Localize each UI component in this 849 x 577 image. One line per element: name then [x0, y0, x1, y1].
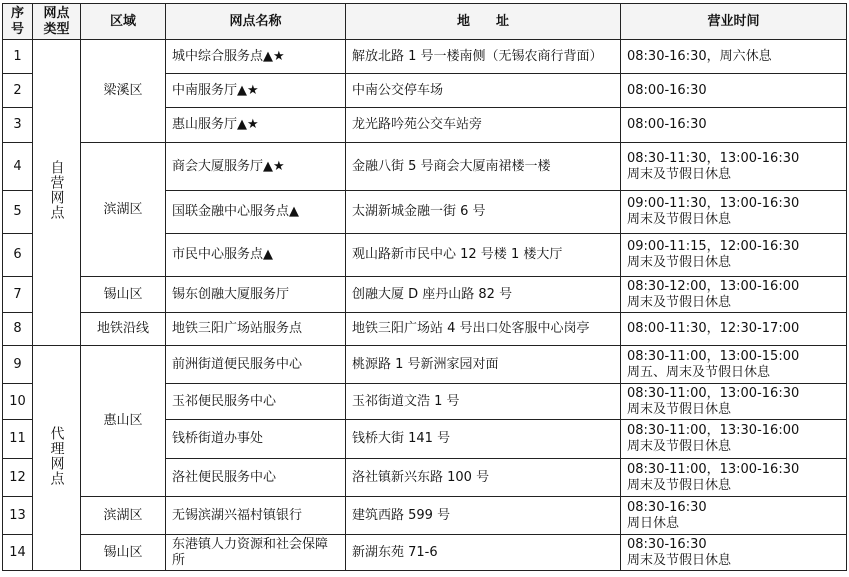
table-row — [3, 277, 847, 313]
point-name: 无锡滨湖兴福村镇银行 — [166, 497, 346, 535]
header-row — [3, 4, 847, 40]
table-row — [3, 497, 847, 535]
row-number: 3 — [3, 108, 33, 143]
point-address: 洛社镇新兴东路 100 号 — [346, 459, 621, 497]
row-number: 1 — [3, 40, 33, 74]
table-row — [3, 40, 847, 74]
area-binhu-agent: 滨湖区 — [81, 497, 166, 535]
row-number: 7 — [3, 277, 33, 313]
header-type: 网点 类型 — [33, 4, 81, 40]
header-hours: 营业时间 — [621, 4, 847, 40]
point-hours: 08:30-16:30，周六休息 — [621, 40, 847, 74]
point-hours: 08:30-11:30，13:00-16:30 周末及节假日休息 — [621, 143, 847, 191]
point-hours: 08:00-11:30，12:30-17:00 — [621, 313, 847, 346]
point-hours: 08:30-11:00，13:00-16:30 周末及节假日休息 — [621, 384, 847, 420]
point-hours: 08:30-16:30 周末及节假日休息 — [621, 535, 847, 571]
point-name: 东港镇人力资源和社会保障所 — [166, 535, 346, 571]
point-address: 解放北路 1 号一楼南侧（无锡农商行背面） — [346, 40, 621, 74]
area-xishan-agent: 锡山区 — [81, 535, 166, 571]
group-self: 自营网点 — [33, 40, 81, 346]
point-address: 创融大厦 D 座丹山路 82 号 — [346, 277, 621, 313]
row-number: 10 — [3, 384, 33, 420]
service-points-table — [2, 3, 847, 571]
area-xishan: 锡山区 — [81, 277, 166, 313]
point-name: 地铁三阳广场站服务点 — [166, 313, 346, 346]
point-name: 市民中心服务点▲ — [166, 234, 346, 277]
table-row — [3, 313, 847, 346]
point-hours: 08:30-12:00，13:00-16:00 周末及节假日休息 — [621, 277, 847, 313]
header-area: 区域 — [81, 4, 166, 40]
table-row — [3, 535, 847, 571]
point-hours: 08:30-16:30 周日休息 — [621, 497, 847, 535]
area-liangxi: 梁溪区 — [81, 40, 166, 143]
point-name: 钱桥街道办事处 — [166, 420, 346, 459]
row-number: 5 — [3, 191, 33, 234]
table-row — [3, 346, 847, 384]
table-row — [3, 143, 847, 191]
row-number: 11 — [3, 420, 33, 459]
point-name: 洛社便民服务中心 — [166, 459, 346, 497]
point-name: 玉祁便民服务中心 — [166, 384, 346, 420]
point-address: 玉祁街道文浩 1 号 — [346, 384, 621, 420]
point-address: 中南公交停车场 — [346, 74, 621, 108]
point-address: 金融八街 5 号商会大厦南裙楼一楼 — [346, 143, 621, 191]
row-number: 9 — [3, 346, 33, 384]
point-name: 国联金融中心服务点▲ — [166, 191, 346, 234]
point-address: 桃源路 1 号新洲家园对面 — [346, 346, 621, 384]
point-address: 钱桥大街 141 号 — [346, 420, 621, 459]
point-hours: 09:00-11:30，13:00-16:30 周末及节假日休息 — [621, 191, 847, 234]
row-number: 13 — [3, 497, 33, 535]
header-address: 地 址 — [346, 4, 621, 40]
point-name: 商会大厦服务厅▲★ — [166, 143, 346, 191]
area-metro: 地铁沿线 — [81, 313, 166, 346]
row-number: 6 — [3, 234, 33, 277]
point-address: 地铁三阳广场站 4 号出口处客服中心岗亭 — [346, 313, 621, 346]
header-name: 网点名称 — [166, 4, 346, 40]
point-hours: 08:00-16:30 — [621, 74, 847, 108]
point-address: 太湖新城金融一街 6 号 — [346, 191, 621, 234]
point-name: 中南服务厅▲★ — [166, 74, 346, 108]
point-hours: 09:00-11:15，12:00-16:30 周末及节假日休息 — [621, 234, 847, 277]
point-name: 城中综合服务点▲★ — [166, 40, 346, 74]
point-address: 建筑西路 599 号 — [346, 497, 621, 535]
header-seq: 序 号 — [3, 4, 33, 40]
point-name: 锡东创融大厦服务厅 — [166, 277, 346, 313]
row-number: 8 — [3, 313, 33, 346]
row-number: 14 — [3, 535, 33, 571]
point-hours: 08:30-11:00，13:00-15:00 周五、周末及节假日休息 — [621, 346, 847, 384]
point-hours: 08:30-11:00，13:00-16:30 周末及节假日休息 — [621, 459, 847, 497]
point-address: 新湖东苑 71-6 — [346, 535, 621, 571]
group-agent: 代理网点 — [33, 346, 81, 571]
point-address: 观山路新市民中心 12 号楼 1 楼大厅 — [346, 234, 621, 277]
point-hours: 08:30-11:00，13:30-16:00 周末及节假日休息 — [621, 420, 847, 459]
area-binhu: 滨湖区 — [81, 143, 166, 277]
area-huishan: 惠山区 — [81, 346, 166, 497]
point-name: 惠山服务厅▲★ — [166, 108, 346, 143]
point-hours: 08:00-16:30 — [621, 108, 847, 143]
point-name: 前洲街道便民服务中心 — [166, 346, 346, 384]
row-number: 2 — [3, 74, 33, 108]
point-address: 龙光路吟苑公交车站旁 — [346, 108, 621, 143]
row-number: 4 — [3, 143, 33, 191]
row-number: 12 — [3, 459, 33, 497]
